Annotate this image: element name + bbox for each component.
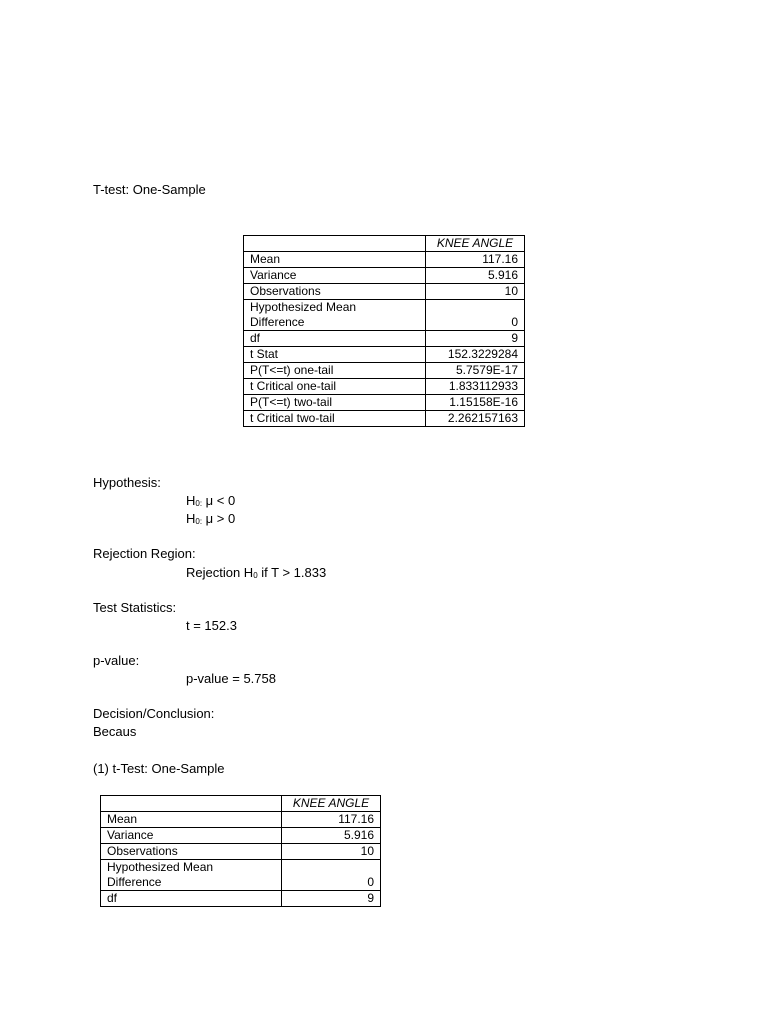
table-row-hypothesized-mean-difference xyxy=(244,300,525,331)
table-row-df xyxy=(101,891,381,907)
column-header-knee-angle: KNEE ANGLE xyxy=(282,796,381,812)
table-row-df xyxy=(244,331,525,347)
row-label: t Stat xyxy=(244,347,426,363)
row-label: df xyxy=(244,331,426,347)
row-label-line-2: Difference xyxy=(250,315,305,329)
h1-subscript: 0: xyxy=(195,517,203,526)
rejection-suffix: if T > 1.833 xyxy=(257,565,327,580)
row-value: 10 xyxy=(282,844,381,860)
row-value: 10 xyxy=(426,284,525,300)
h1-letter: H xyxy=(186,511,196,526)
h0-subscript: 0: xyxy=(195,499,203,508)
row-label: df xyxy=(101,891,282,907)
table-row-variance xyxy=(101,828,381,844)
section-title-t-test: T-test: One-Sample xyxy=(93,182,206,197)
rejection-region-rule xyxy=(186,565,326,584)
row-label xyxy=(244,300,426,331)
row-label-line-1: Hypothesized Mean xyxy=(250,300,357,314)
section-title-t-test-2: (1) t-Test: One-Sample xyxy=(93,761,225,776)
rejection-region-heading: Rejection Region: xyxy=(93,546,196,561)
row-value: 5.916 xyxy=(426,268,525,284)
alternative-hypothesis xyxy=(186,511,235,530)
hypothesis-heading: Hypothesis: xyxy=(93,475,161,490)
decision-text: Becaus xyxy=(93,724,137,739)
row-value: 117.16 xyxy=(426,252,525,268)
table-row-hypothesized-mean-difference xyxy=(101,860,381,891)
table-corner-cell xyxy=(244,236,426,252)
row-value: 1.15158E-16 xyxy=(426,395,525,411)
h1-text: μ > 0 xyxy=(202,511,236,526)
table-row-t-stat xyxy=(244,347,525,363)
test-statistics-heading: Test Statistics: xyxy=(93,600,177,615)
row-value: 1.833112933 xyxy=(426,379,525,395)
row-value: 0 xyxy=(426,300,525,331)
table-row-observations xyxy=(101,844,381,860)
p-value-heading: p-value: xyxy=(93,653,140,668)
t-test-table-1 xyxy=(243,235,525,427)
table-header-row xyxy=(101,796,381,812)
row-value: 0 xyxy=(282,860,381,891)
table-row-variance xyxy=(244,268,525,284)
test-statistic-value: t = 152.3 xyxy=(186,618,237,633)
table-corner-cell xyxy=(101,796,282,812)
row-label xyxy=(101,860,282,891)
table-row-t-critical-two-tail xyxy=(244,411,525,427)
row-label-line-1: Hypothesized Mean xyxy=(107,860,214,874)
table-row-mean xyxy=(101,812,381,828)
row-value: 9 xyxy=(426,331,525,347)
t-test-table-2 xyxy=(100,795,381,907)
row-label: Observations xyxy=(101,844,282,860)
rejection-prefix: Rejection H xyxy=(186,565,254,580)
row-label: Mean xyxy=(244,252,426,268)
table-row-t-critical-one-tail xyxy=(244,379,525,395)
rejection-subscript: 0 xyxy=(253,571,258,580)
p-value-result: p-value = 5.758 xyxy=(186,671,276,686)
row-label: t Critical two-tail xyxy=(244,411,426,427)
row-value: 2.262157163 xyxy=(426,411,525,427)
row-label: P(T<=t) two-tail xyxy=(244,395,426,411)
column-header-knee-angle: KNEE ANGLE xyxy=(426,236,525,252)
h0-letter: H xyxy=(186,493,196,508)
table-row-observations xyxy=(244,284,525,300)
table-row-p-one-tail xyxy=(244,363,525,379)
row-label: Mean xyxy=(101,812,282,828)
row-value: 9 xyxy=(282,891,381,907)
row-label: Variance xyxy=(244,268,426,284)
table-row-mean xyxy=(244,252,525,268)
row-label-line-2: Difference xyxy=(107,875,162,889)
row-label: P(T<=t) one-tail xyxy=(244,363,426,379)
row-value: 117.16 xyxy=(282,812,381,828)
row-value: 152.3229284 xyxy=(426,347,525,363)
row-value: 5.916 xyxy=(282,828,381,844)
table-row-p-two-tail xyxy=(244,395,525,411)
h0-text: μ < 0 xyxy=(202,493,236,508)
decision-heading: Decision/Conclusion: xyxy=(93,706,215,721)
row-label: t Critical one-tail xyxy=(244,379,426,395)
table-header-row xyxy=(244,236,525,252)
row-value: 5.7579E-17 xyxy=(426,363,525,379)
row-label: Observations xyxy=(244,284,426,300)
row-label: Variance xyxy=(101,828,282,844)
null-hypothesis xyxy=(186,493,235,512)
